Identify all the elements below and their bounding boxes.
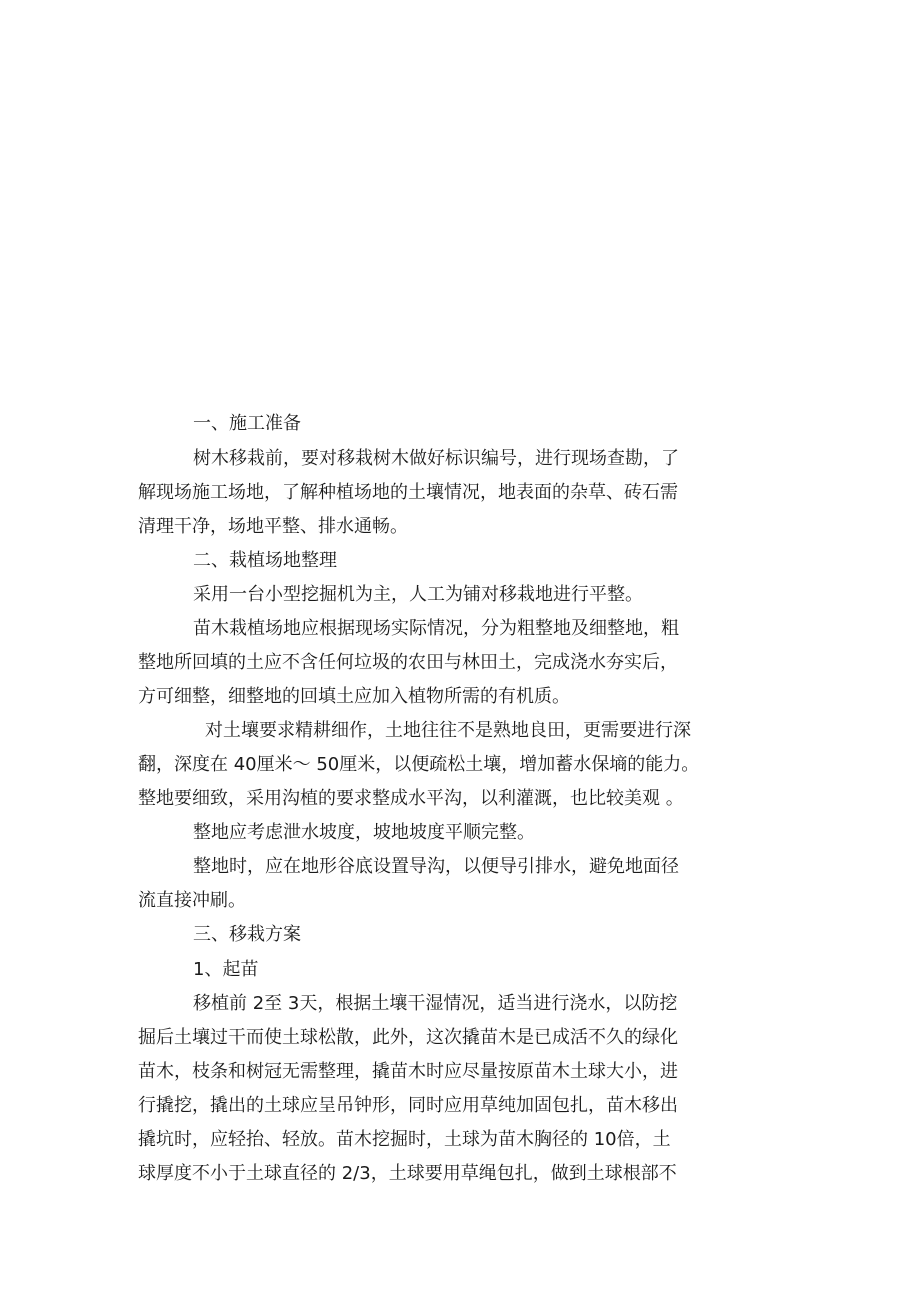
paragraph-line: 对土壤要求精耕细作，土地往往不是熟地良田，更需要进行深	[205, 720, 691, 741]
paragraph-line: 掘后土壤过干而使土球松散，此外，这次撬苗木是已成活不久的绿化	[138, 1027, 678, 1048]
paragraph-line: 整地时，应在地形谷底设置导沟，以便导引排水，避免地面径	[193, 856, 679, 877]
subheading-lifting: 1、起苗	[193, 959, 259, 980]
paragraph-line: 行撬挖，撬出的土球应呈吊钟形，同时应用草纯加固包扎，苗木移出	[138, 1095, 678, 1116]
paragraph-line: 球厚度不小于土球直径的 2/3，土球要用草绳包扎，做到土球根部不	[138, 1163, 677, 1184]
paragraph-line: 整地所回填的土应不含任何垃圾的农田与林田土，完成浇水夯实后，	[138, 652, 678, 673]
paragraph-line: 翻，深度在 40厘米～ 50厘米，以便疏松土壤，增加蓄水保墒的能力。	[138, 754, 700, 775]
paragraph-line: 整地应考虑泄水坡度，坡地坡度平顺完整。	[193, 822, 535, 843]
paragraph-line: 整地要细致，采用沟植的要求整成水平沟，以利灌溉，也比较美观 。	[138, 788, 684, 809]
section-heading-site-preparation: 二、栽植场地整理	[193, 550, 337, 571]
paragraph-line: 解现场施工场地，了解种植场地的土壤情况，地表面的杂草、砖石需	[138, 482, 678, 503]
paragraph-line: 采用一台小型挖掘机为主，人工为铺对移栽地进行平整。	[193, 584, 643, 605]
section-heading-transplant-plan: 三、移栽方案	[193, 924, 301, 945]
paragraph-line: 流直接冲刷。	[138, 890, 246, 911]
paragraph-line: 清理干净，场地平整、排水通畅。	[138, 516, 408, 537]
paragraph-line: 方可细整，细整地的回填土应加入植物所需的有机质。	[138, 686, 570, 707]
paragraph-line: 移植前 2至 3天，根据土壤干湿情况，适当进行浇水，以防挖	[193, 993, 678, 1014]
paragraph-line: 苗木，枝条和树冠无需整理，撬苗木时应尽量按原苗木土球大小，进	[138, 1061, 678, 1082]
paragraph-line: 树木移栽前，要对移栽树木做好标识编号，进行现场查勘，了	[193, 448, 679, 469]
section-heading-preparation: 一、施工准备	[193, 413, 301, 434]
paragraph-line: 苗木栽植场地应根据现场实际情况，分为粗整地及细整地，粗	[193, 618, 679, 639]
paragraph-line: 撬坑时，应轻抬、轻放。苗木挖掘时，土球为苗木胸径的 10倍，土	[138, 1129, 671, 1150]
